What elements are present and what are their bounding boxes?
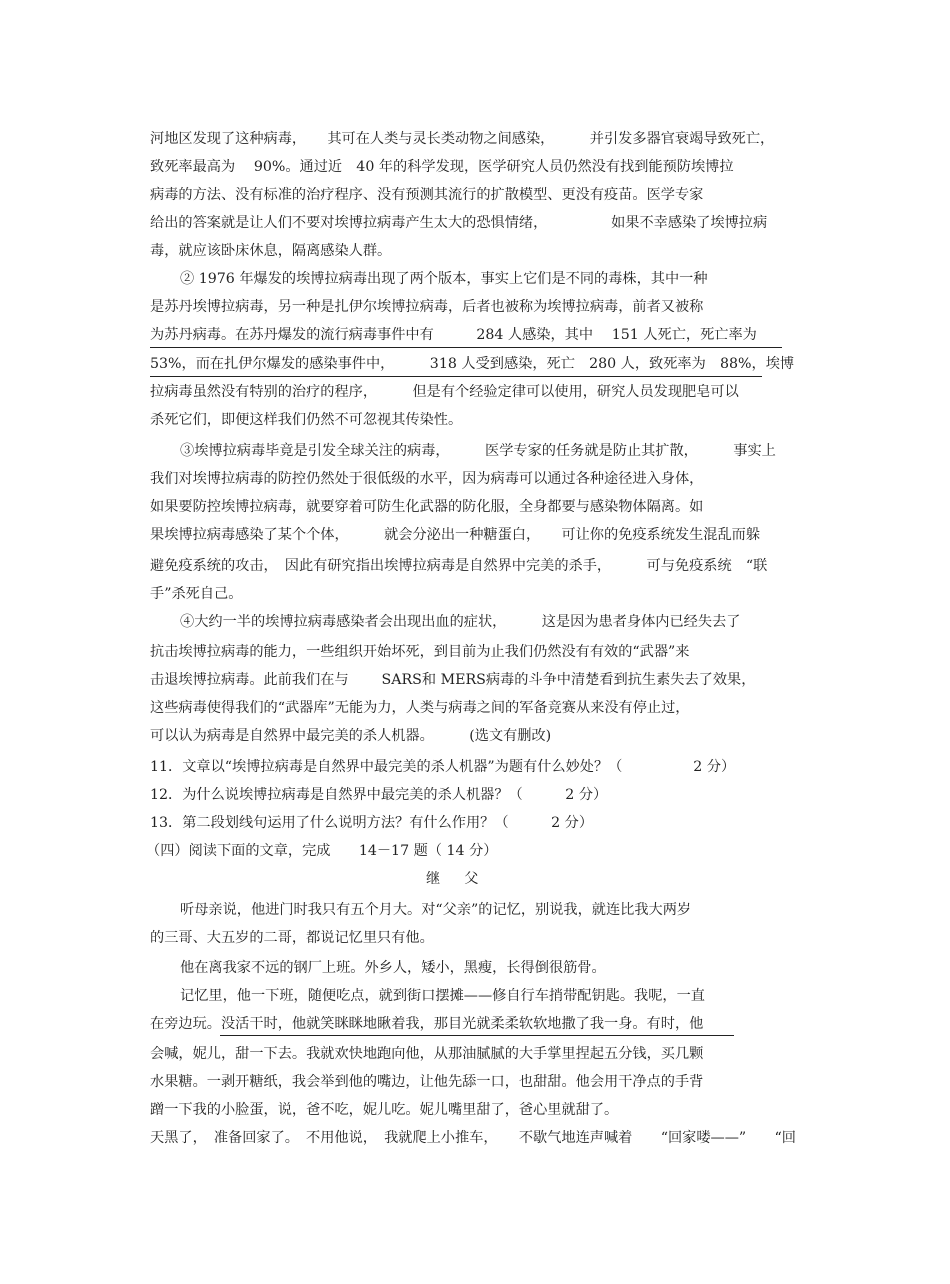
text-line: 避免疫系统的攻击， 因此有研究指出埃博拉病毒是自然界中完美的杀手， 可与免疫系统 “联 [150, 558, 768, 574]
underline-rule [220, 1035, 734, 1036]
text-line: 如果要防控埃博拉病毒，就要穿着可防生化武器的防化服，全身都要与感染物体隔离。如 [150, 499, 704, 515]
text-line: 是苏丹埃博拉病毒，另一种是扎伊尔埃博拉病毒，后者也被称为埃博拉病毒，前者又被称 [150, 299, 704, 315]
paragraph-3-start: ③埃博拉病毒毕竟是引发全球关注的病毒， 医学专家的任务就是防止其扩散， 事实上 [180, 443, 776, 459]
underlined-story-line: 在旁边玩。没活干时，他就笑眯眯地瞅着我，那目光就柔柔软软地撒了我一身。有时，他 [150, 1016, 704, 1032]
text-line: 杀死它们，即便这样我们仍然不可忽视其传染性。 [150, 412, 463, 428]
underline-rule [150, 376, 762, 377]
question-13: 13．第二段划线句运用了什么说明方法？有什么作用？（ 2 分） [150, 815, 594, 831]
story-line: 天黑了， 准备回家了。 不用他说， 我就爬上小推车， 不歇气地连声喊着 “回家喽——” “回 [150, 1130, 796, 1146]
text-line: 果埃博拉病毒感染了某个个体， 就会分泌出一种糖蛋白， 可让你的免疫系统发生混乱而躲 [150, 527, 761, 543]
text-line: 击退埃博拉病毒。此前我们在与 SARS和 MERS病毒的斗争中清楚看到抗生素失去了效果， [150, 672, 756, 688]
paragraph-2-start: ② 1976 年爆发的埃博拉病毒出现了两个版本，事实上它们是不同的毒株，其中一种 [180, 271, 708, 287]
story-line: 记忆里，他一下班，随便吃点，就到街口摆摊——修自行车捎带配钥匙。我呢，一直 [180, 988, 705, 1004]
question-11: 11．文章以“埃博拉病毒是自然界中最完美的杀人机器”为题有什么妙处？（ 2 分） [150, 759, 736, 775]
paragraph-4-start: ④大约一半的埃博拉病毒感染者会出现出血的症状， 这是因为患者身体内已经失去了 [180, 614, 741, 630]
story-title: 继父 [426, 871, 503, 887]
underline-rule [150, 347, 782, 348]
text-line: 拉病毒虽然没有特别的治疗的程序， 但是有个经验定律可以使用，研究人员发现肥皂可以 [150, 384, 739, 400]
text-line: 这些病毒使得我们的“武器库”无能为力，人类与病毒之间的军备竞赛从来没有停止过， [150, 700, 690, 716]
text-line: 我们对埃博拉病毒的防控仍然处于很低级的水平，因为病毒可以通过各种途径进入身体， [150, 471, 704, 487]
text-line: 可以认为病毒是自然界中最完美的杀人机器。 (选文有删改) [150, 728, 552, 744]
underlined-line: 53%，而在扎伊尔爆发的感染事件中， 318 人受到感染，死亡 280 人，致死率为 88%，埃博 [150, 356, 795, 372]
text-line: 致死率最高为 90%。通过近 40 年的科学发现，医学研究人员仍然没有找到能预防埃博拉 [150, 159, 734, 175]
underlined-line: 为苏丹病毒。在苏丹爆发的流行病毒事件中有 284 人感染，其中 151 人死亡，死亡率为 [150, 327, 757, 343]
story-line: 水果糖。一剥开糖纸，我会举到他的嘴边，让他先舔一口，也甜甜。他会用干净点的手背 [150, 1074, 704, 1090]
text-line: 手”杀死自己。 [150, 586, 243, 602]
story-line: 听母亲说，他进门时我只有五个月大。对“父亲”的记忆，别说我，就连比我大两岁 [180, 902, 692, 918]
story-line: 他在离我家不远的钢厂上班。外乡人，矮小，黑瘦，长得倒很筋骨。 [180, 960, 606, 976]
story-line: 会喊，妮儿，甜一下去。我就欢快地跑向他，从那油腻腻的大手掌里捏起五分钱，买几颗 [150, 1046, 704, 1062]
story-line: 的三哥、大五岁的二哥，都说记忆里只有他。 [150, 930, 434, 946]
text-line: 河地区发现了这种病毒， 其可在人类与灵长类动物之间感染， 并引发多器官衰竭导致死亡， [150, 131, 775, 147]
text-line: 给出的答案就是让人们不要对埃博拉病毒产生太大的恐惧情绪， 如果不幸感染了埃博拉病 [150, 215, 768, 231]
text-line: 毒，就应该卧床休息，隔离感染人群。 [150, 243, 392, 259]
text-line: 抗击埃博拉病毒的能力，一些组织开始坏死，到目前为止我们仍然没有有效的“武器”来 [150, 644, 690, 660]
story-line: 蹭一下我的小脸蛋，说，爸不吃，妮儿吃。妮儿嘴里甜了，爸心里就甜了。 [150, 1102, 619, 1118]
section-header: （四）阅读下面的文章，完成 14－17 题（ 14 分） [146, 843, 498, 859]
text-line: 病毒的方法、没有标准的治疗程序、没有预测其流行的扩散模型、更没有疫苗。医学专家 [150, 187, 704, 203]
question-12: 12．为什么说埃博拉病毒是自然界中最完美的杀人机器？（ 2 分） [150, 787, 608, 803]
